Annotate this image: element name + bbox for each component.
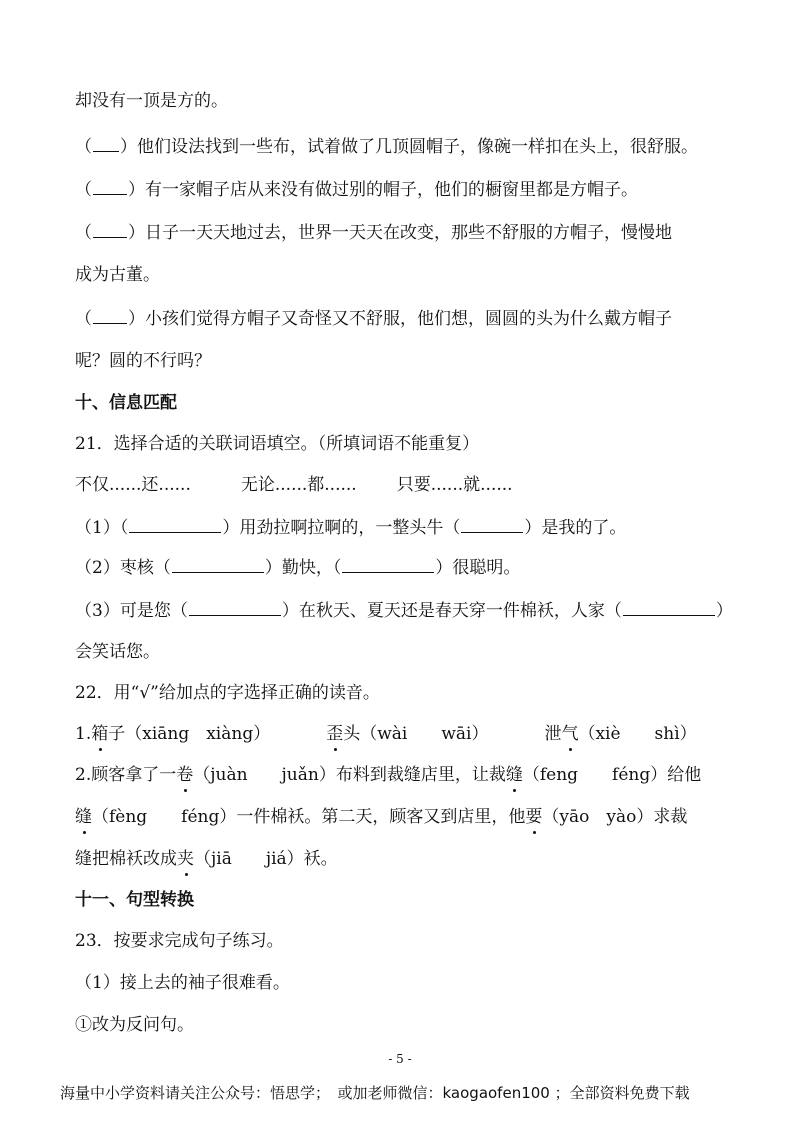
- conjunction-options: [75, 474, 740, 496]
- sequence-item-1: [75, 135, 740, 158]
- dotted-char: 歪: [326, 724, 344, 744]
- sequence-text-1: ）他们设法找到一些布，试着做了几顶圆帽子，像碗一样扣在头上，很舒服。: [120, 137, 698, 157]
- pinyin-choice: （feng féng）给他: [522, 765, 702, 785]
- order-blank-2[interactable]: [93, 178, 127, 195]
- bracket-open: （: [75, 223, 92, 243]
- bracket-open: （: [75, 309, 92, 329]
- page-number: - 5 -: [388, 1052, 412, 1066]
- sequence-text-2: ）有一家帽子店从来没有做过别的帽子，他们的橱窗里都是方帽子。: [128, 180, 638, 200]
- option-1: 不仅......还......: [75, 475, 191, 495]
- q22-passage-line-1: [75, 764, 740, 786]
- q21-item-2-text-a: （2）枣核（: [75, 558, 171, 578]
- sequence-text-3-cont: 成为古董。: [75, 265, 160, 285]
- q21-blank-3b[interactable]: [623, 599, 715, 616]
- bracket-open: （: [75, 137, 92, 157]
- dotted-char: 卷: [176, 765, 194, 785]
- q22-passage-line-2: [75, 806, 740, 828]
- order-blank-3[interactable]: [93, 221, 127, 238]
- q21-item-3-text-b: ）在秋天、夏天还是春天穿一件棉袄，人家（: [281, 601, 622, 621]
- passage-text: 缝把棉袄改成: [75, 849, 177, 869]
- order-blank-4[interactable]: [93, 307, 127, 324]
- q22-passage-line-3: [75, 848, 740, 870]
- sequence-item-2: [75, 178, 740, 201]
- q21-blank-1b[interactable]: [461, 516, 523, 533]
- q21-item-1-text-a: （1）（: [75, 518, 129, 538]
- question-23: 23．按要求完成句子练习。: [75, 931, 284, 951]
- option-2: 无论......都......: [240, 475, 357, 495]
- option-3: 只要......就......: [396, 475, 513, 495]
- dotted-char: 夹: [177, 849, 194, 869]
- sequence-text-3: ）日子一天天地过去，世界一天天在改变，那些不舒服的方帽子，慢慢地: [128, 223, 672, 243]
- bracket-open: （: [75, 180, 92, 200]
- passage-line: 却没有一顶是方的。: [75, 91, 228, 111]
- section-title-10: 十、信息匹配: [75, 393, 177, 413]
- pinyin-choice: （yāo yào）求裁: [542, 807, 688, 827]
- q21-item-1: [75, 516, 740, 539]
- question-22: 22．用“√”给加点的字选择正确的读音。: [75, 683, 380, 703]
- order-blank-1[interactable]: [93, 135, 119, 152]
- q21-blank-1a[interactable]: [129, 516, 221, 533]
- pinyin-choice: （jiā jiá）袄。: [194, 849, 338, 869]
- q21-item-1-text-b: ）用劲拉啊拉啊的，一整头牛（: [222, 518, 461, 538]
- footer-note: 海量中小学资料请关注公众号：悟思学； 或加老师微信：kaogaofen100 ；全部资料免费下载: [60, 1084, 690, 1102]
- dotted-char: 气: [561, 724, 579, 744]
- q21-item-1-text-c: ）是我的了。: [524, 518, 627, 538]
- q21-blank-2a[interactable]: [172, 556, 264, 573]
- q21-item-3-text-a: （3）可是您（: [75, 601, 188, 621]
- dotted-char: 缝: [505, 765, 523, 785]
- q21-item-2-text-b: ）勤快，（: [264, 558, 342, 578]
- q21-blank-2b[interactable]: [342, 556, 434, 573]
- sequence-item-4: [75, 307, 740, 330]
- q22-word-row: [75, 723, 740, 745]
- pinyin-choice: （xiè shì）: [578, 724, 697, 744]
- q21-item-3-cont: 会笑话您。: [75, 642, 160, 662]
- pinyin-choice: （fèng féng）一件棉袄。第二天，顾客又到店里，他: [92, 807, 526, 827]
- q22-row-number: 1.: [75, 724, 92, 744]
- q21-item-3: [75, 599, 740, 622]
- pinyin-choice: 头（wài wāi）: [343, 724, 489, 744]
- pinyin-choice: 子（xiāng xiàng）: [108, 724, 271, 744]
- q21-item-3-text-c: ）: [715, 601, 733, 621]
- q21-blank-3a[interactable]: [189, 599, 281, 616]
- plain-char: 泄: [544, 724, 562, 744]
- passage-text: 2.顾客拿了一: [75, 765, 177, 785]
- q21-item-2: [75, 556, 740, 579]
- q23-sub-1a: ①改为反问句。: [75, 1015, 194, 1035]
- question-21: 21．选择合适的关联词语填空。（所填词语不能重复）: [75, 434, 480, 454]
- sequence-item-3: [75, 221, 740, 244]
- sequence-text-4-cont: 呢？圆的不行吗？: [75, 351, 211, 371]
- pinyin-choice: （juàn juǎn）布料到裁缝店里，让裁: [193, 765, 506, 785]
- q23-sub-1: （1）接上去的袖子很难看。: [75, 973, 290, 993]
- dotted-char: 缝: [75, 807, 92, 827]
- dotted-char: 箱: [91, 724, 109, 744]
- sequence-text-4: ）小孩们觉得方帽子又奇怪又不舒服，他们想，圆圆的头为什么戴方帽子: [128, 309, 672, 329]
- section-title-11: 十一、句型转换: [75, 890, 194, 910]
- q21-item-2-text-c: ）很聪明。: [435, 558, 521, 578]
- dotted-char: 要: [525, 807, 543, 827]
